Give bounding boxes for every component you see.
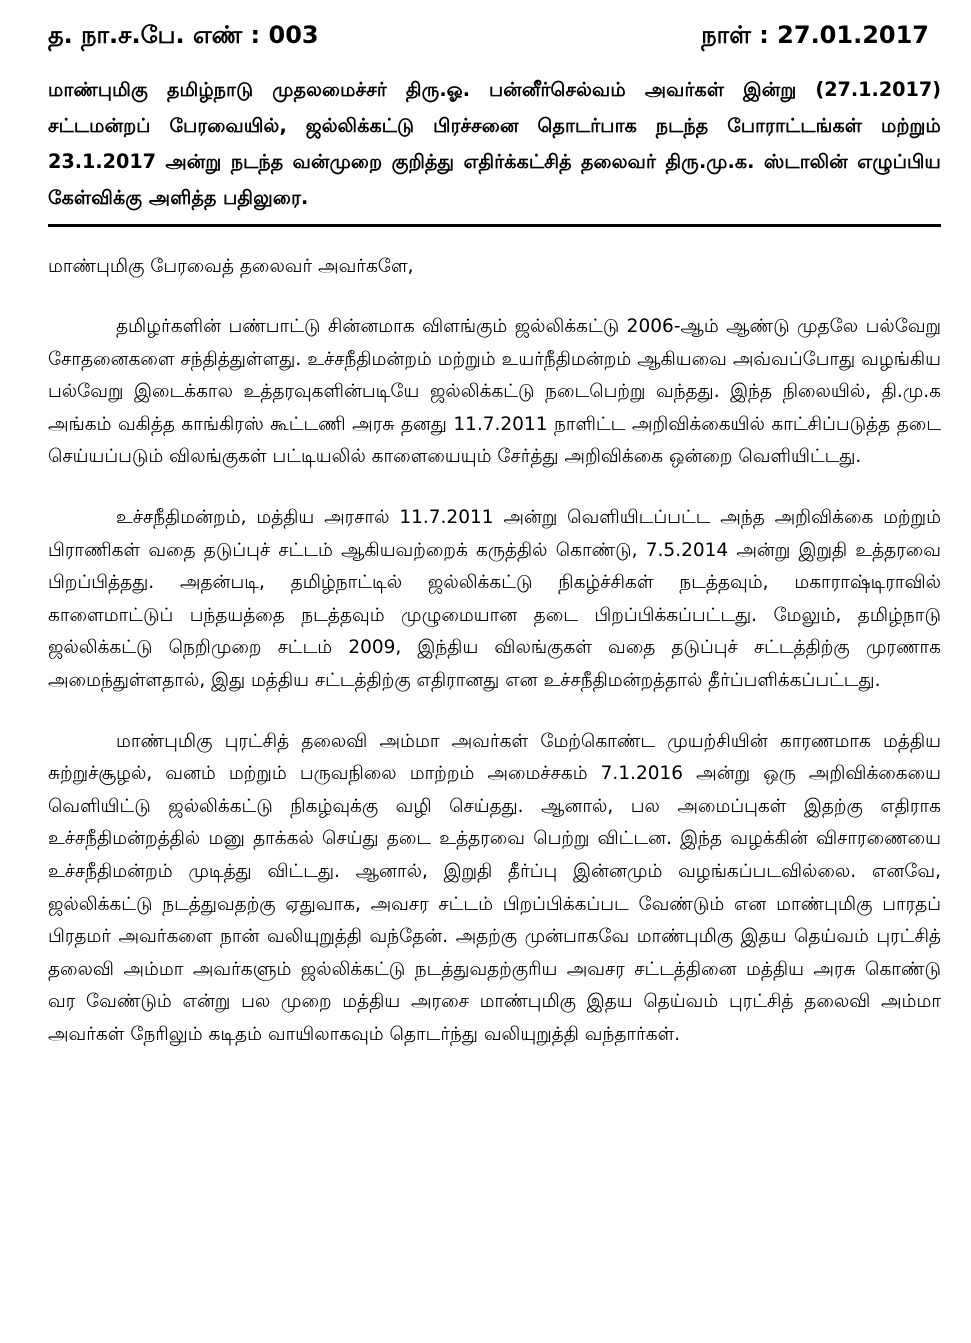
salutation: மாண்புமிகு பேரவைத் தலைவர் அவர்களே, [48, 256, 414, 277]
paragraph-3: மாண்புமிகு புரட்சித் தலைவி அம்மா அவர்கள் மேற்கொண்ட முயற்சியின் காரணமாக மத்திய சுற்றுச்சூழல், வனம் மற்றும் பருவநிலை மாற்றம் அமைச்சகம் 7.1.2016 அன்று ஒரு அறிவிக்கையை வெளியிட்டு ஜல்லிக்கட்டு நிகழ்வுக்கு வழி செய்தது. ஆனால், பல அமைப்புகள் இதற்கு எதிராக உச்சநீதிமன்றத்தில் மனு தாக்கல் செய்து தடை உத்தரவை பெற்று விட்டன. இந்த வழக்கின் விசாரணையை உச்சநீதிமன்றம் முடித்து விட்டது. ஆனால், இறுதி தீர்ப்பு இன்னமும் வழங்கப்படவில்லை. எனவே, ஜல்லிக்கட்டு நடத்துவதற்கு ஏதுவாக, அவசர சட்டம் பிறப்பிக்கப்பட வேண்டும் என மாண்புமிகு பாரதப் பிரதமர் அவர்களை நான் வலியுறுத்தி வந்தேன். அதற்கு முன்பாகவே மாண்புமிகு இதய தெய்வம் புரட்சித் தலைவி அம்மா அவர்களும் ஜல்லிக்கட்டு நடத்துவதற்குரிய அவசர சட்டத்தினை மத்திய அரசு கொண்டு வர வேண்டும் என்று பல முறை மத்திய அரசை மாண்புமிகு இதய தெய்வம் புரட்சித் தலைவி அம்மா அவர்கள் நேரிலும் கடிதம் வாயிலாகவும் தொடர்ந்து வலியுறுத்தி வந்தார்கள். [48, 730, 941, 1045]
paragraph-2: உச்சநீதிமன்றம், மத்திய அரசால் 11.7.2011 அன்று வெளியிடப்பட்ட அந்த அறிவிக்கை மற்றும் பிராணிகள் வதை தடுப்புச் சட்டம் ஆகியவற்றைக் கருத்தில் கொண்டு, 7.5.2014 அன்று இறுதி உத்தரவை பிறப்பித்தது. அதன்படி, தமிழ்நாட்டில் ஜல்லிக்கட்டு நிகழ்ச்சிகள் நடத்தவும், மகாராஷ்டிராவில் காளைமாட்டுப் பந்தயத்தை நடத்தவும் முழுமையான தடை பிறப்பிக்கப்பட்டது. மேலும், தமிழ்நாடு ஜல்லிக்கட்டு நெறிமுறை சட்டம் 2009, இந்திய விலங்குகள் வதை தடுப்புச் சட்டத்திற்கு முரணாக அமைந்துள்ளதால், இது மத்திய சட்டத்திற்கு எதிரானது என உச்சநீதிமன்றத்தால் தீர்ப்பளிக்கப்பட்டது. [48, 506, 941, 691]
reference-number: த. நா.ச.பே. எண் : 003 [48, 21, 319, 49]
paragraph-1: தமிழர்களின் பண்பாட்டு சின்னமாக விளங்கும் ஜல்லிக்கட்டு 2006-ஆம் ஆண்டு முதலே பல்வேறு சோதனைகளை சந்தித்துள்ளது. உச்சநீதிமன்றம் மற்றும் உயர்நீதிமன்றம் ஆகியவை அவ்வப்போது வழங்கிய பல்வேறு இடைக்கால உத்தரவுகளின்படியே ஜல்லிக்கட்டு நடைபெற்று வந்தது. இந்த நிலையில், தி.மு.க அங்கம் வகித்த காங்கிரஸ் கூட்டணி அரசு தனது 11.7.2011 நாளிட்ட அறிவிக்கையில் காட்சிப்படுத்த தடை செய்யப்படும் விலங்குகள் பட்டியலில் காளையையும் சேர்த்து அறிவிக்கை ஒன்றை வெளியிட்டது. [48, 316, 941, 468]
title-divider [48, 224, 941, 227]
document-date: நாள் : 27.01.2017 [701, 21, 929, 49]
header-line [48, 18, 941, 52]
document-title: மாண்புமிகு தமிழ்நாடு முதலமைச்சர் திரு.ஓ. பன்னீர்செல்வம் அவர்கள் இன்று (27.1.2017) சட்டமன்றப் பேரவையில், ஜல்லிக்கட்டு பிரச்சனை தொடர்பாக நடந்த போராட்டங்கள் மற்றும் 23.1.2017 அன்று நடந்த வன்முறை குறித்து எதிர்க்கட்சித் தலைவர் திரு.மு.க. ஸ்டாலின் எழுப்பிய கேள்விக்கு அளித்த பதிலுரை. [48, 78, 941, 209]
